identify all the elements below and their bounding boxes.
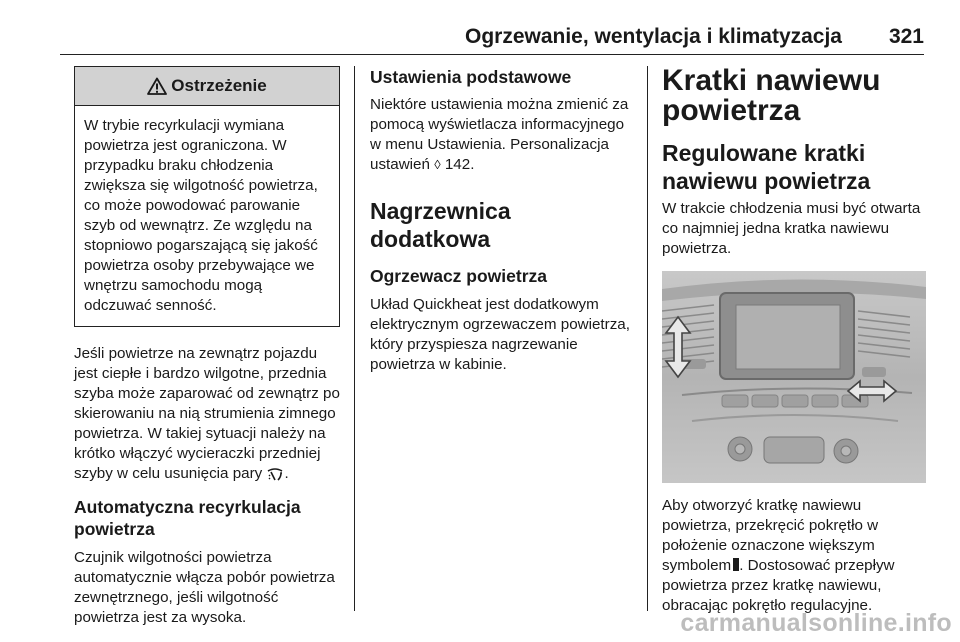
column-1 bbox=[74, 66, 340, 628]
watermark: carmanualsonline.info bbox=[680, 609, 952, 637]
auto-recirculation-paragraph: Czujnik wilgotności powietrza automatycznie włącza pobór powietrza zewnętrznego, jeśli wilgotność powietrza jest za wysoka. bbox=[74, 549, 335, 626]
warning-triangle-icon bbox=[147, 77, 167, 95]
open-vent-paragraph bbox=[662, 496, 926, 616]
column-divider bbox=[647, 66, 648, 611]
page-reference-icon: ◊ bbox=[434, 157, 441, 172]
section-title: Ogrzewanie, wentylacja i klimatyzacja bbox=[464, 25, 842, 48]
dashboard-vents-photo bbox=[662, 271, 926, 483]
page-header bbox=[60, 22, 924, 55]
warning-title: Ostrzeżenie bbox=[171, 76, 267, 95]
warning-body: W trybie recyrkulacji wymiana powietrza jest ograniczona. W przypadku braku chłodzenia zwiększa się wilgotność powietrza, co może powodować parowanie szyb od wewnątrz. Ze względu na stopniowo pogarszającą się jakość powietrza osoby przebywające we wnętrzu samochodu mogą odczuwać senność. bbox=[84, 117, 318, 314]
column-2 bbox=[370, 66, 632, 375]
humidity-text: Jeśli powietrze na zewnątrz pojazdu jest ciepłe i bardzo wilgotne, przednia szyba może zaparować od zewnątrz po skierowaniu na nią strumienia zimnego powietrza. W takiej sytuacji należy na krótko włączyć wycieraczki przedniej szyby w celu usunięcia pary bbox=[74, 345, 340, 482]
air-heater-paragraph: Układ Quickheat jest dodatkowym elektrycznym ogrzewaczem powietrza, który przyspiesza nagrzewanie powietrza w kabinie. bbox=[370, 296, 630, 373]
basic-settings-heading: Ustawienia podstawowe bbox=[370, 67, 572, 87]
basic-settings-text: Niektóre ustawienia można zmienić za pomocą wyświetlacza informacyjnego w menu Ustawienia. Personalizacja ustawień bbox=[370, 96, 629, 173]
warning-box bbox=[74, 66, 340, 327]
page-number: 321 bbox=[888, 25, 924, 48]
aux-heater-heading: Nagrzewnica dodatkowa bbox=[370, 198, 511, 252]
adjustable-vents-paragraph: W trakcie chłodzenia musi być otwarta co najmniej jedna kratka nawiewu powietrza. bbox=[662, 200, 921, 257]
page-reference-number[interactable]: 142. bbox=[444, 156, 475, 173]
adjustable-vents-heading: Regulowane kratki nawiewu powietrza bbox=[662, 140, 871, 194]
column-3 bbox=[662, 66, 926, 616]
open-vent-text: Aby otworzyć kratkę nawiewu powietrza, przekręcić pokrętło w położenie oznaczone większym symbolem bbox=[662, 497, 879, 574]
air-vents-heading: Kratki nawiewu powietrza bbox=[662, 64, 881, 127]
warning-header bbox=[75, 67, 339, 106]
windscreen-wiper-icon bbox=[266, 467, 284, 482]
humidity-paragraph bbox=[74, 344, 340, 484]
air-heater-heading: Ogrzewacz powietrza bbox=[370, 266, 547, 286]
auto-recirculation-heading: Automatyczna recyrkulacja powietrza bbox=[74, 497, 301, 539]
basic-settings-paragraph bbox=[370, 95, 632, 175]
open-vent-text-end: . Dostosować przepływ powietrza przez kratkę nawiewu, obracając pokrętło regulacyjne. bbox=[662, 557, 895, 614]
humidity-text-end: . bbox=[284, 465, 289, 482]
column-divider bbox=[354, 66, 355, 611]
